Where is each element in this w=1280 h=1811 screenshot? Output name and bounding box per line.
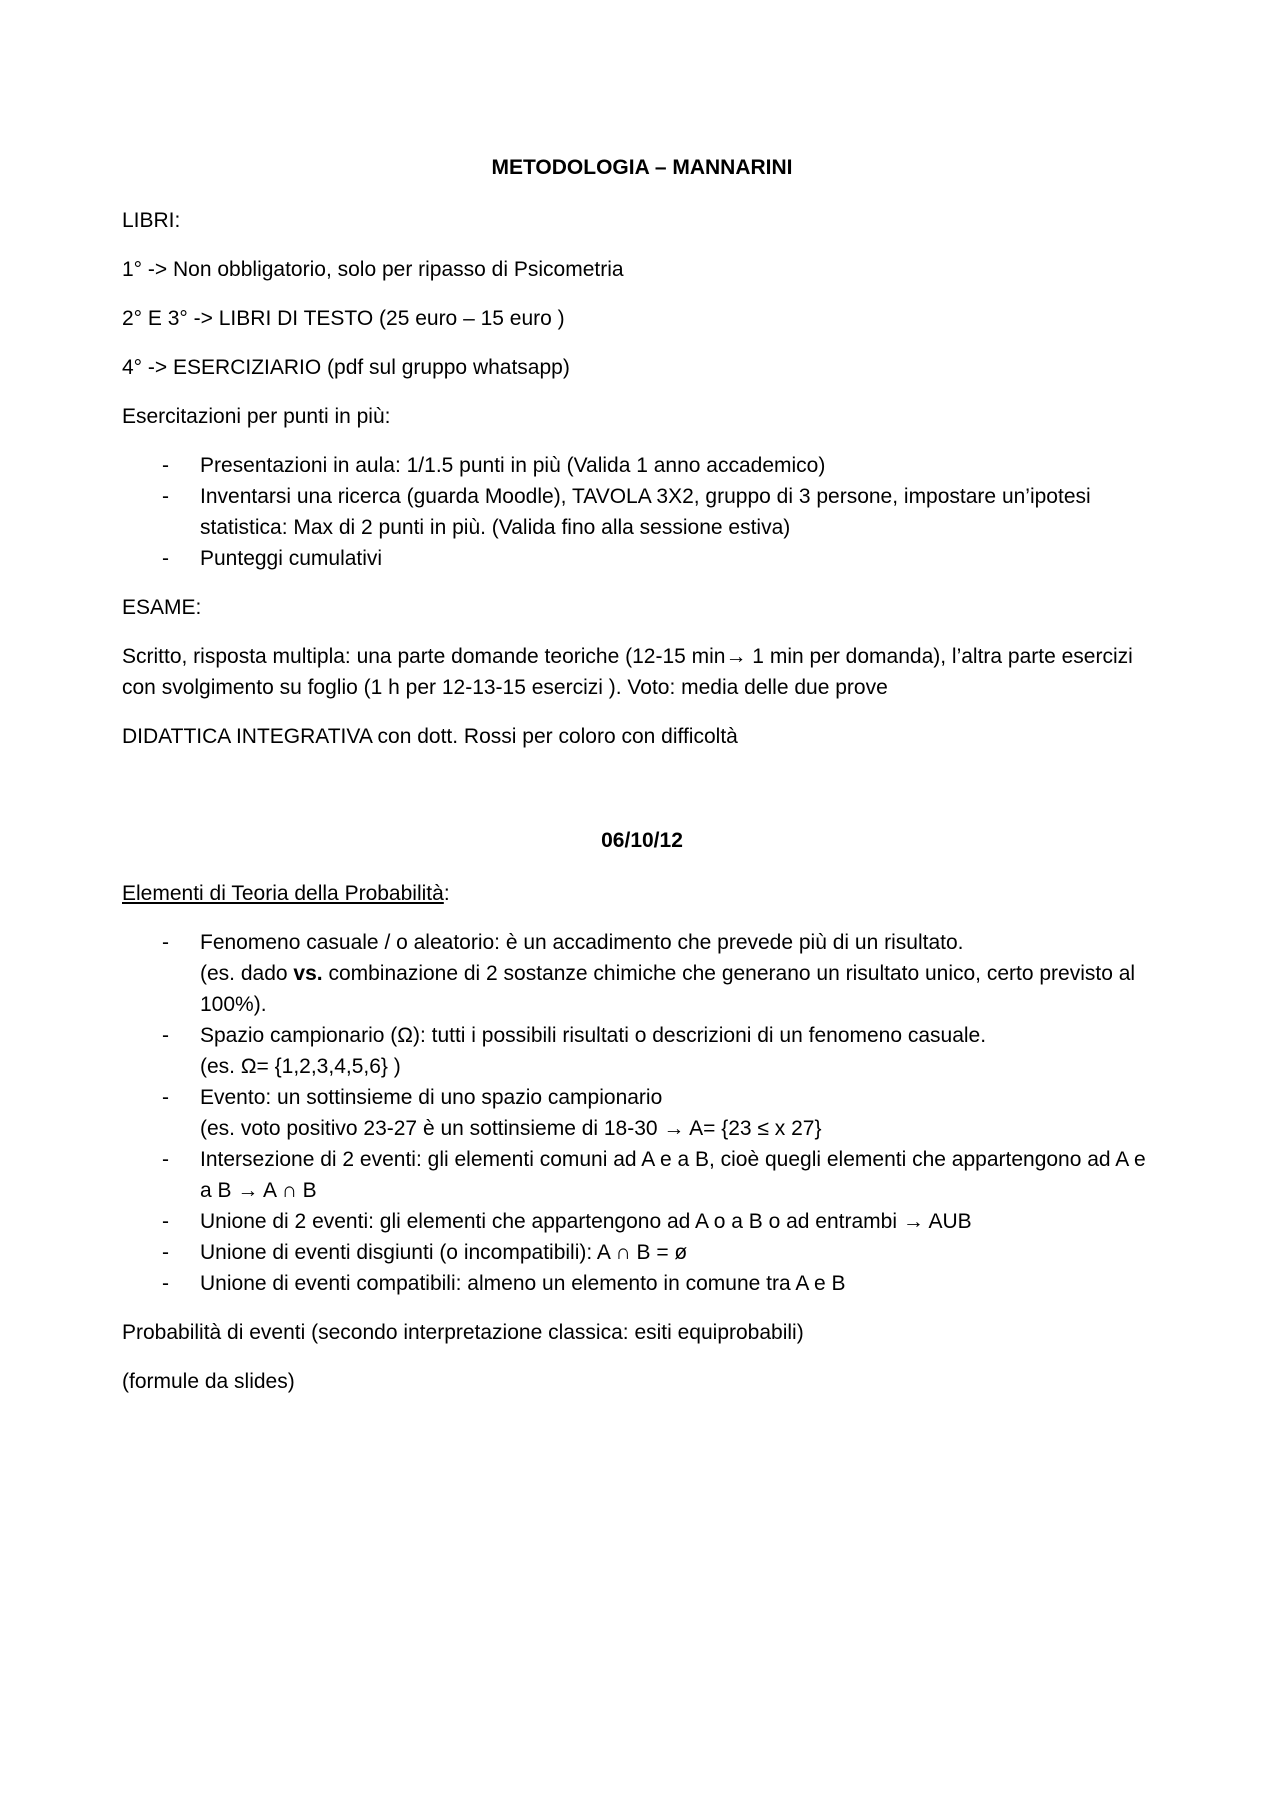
list-item-text: Punteggi cumulativi [200,547,383,570]
list-item [122,927,1162,1020]
list-item-text: Presentazioni in aula: 1/1.5 punti in più (Valida 1 anno accademico) [200,454,826,477]
esercitazioni-list [122,450,1162,574]
formule-text: (formule da slides) [122,1370,295,1393]
dash-bullet: - [162,1272,169,1295]
dash-bullet: - [162,1024,169,1047]
didattica-text: DIDATTICA INTEGRATIVA con dott. Rossi per coloro con difficoltà [122,725,738,748]
list-item [122,1237,1162,1268]
fenomeno-example [200,958,1162,1020]
libri-line-1: 1° -> Non obbligatorio, solo per ripasso di Psicometria [122,258,624,281]
dash-bullet: - [162,1148,169,1171]
list-item [122,1082,1162,1144]
list-item [122,450,1162,481]
document-page [122,152,1162,1415]
dash-bullet: - [162,547,169,570]
fenomeno-example-post: combinazione di 2 sostanze chimiche che generano un risultato unico, certo previsto al 100%). [200,962,1136,1016]
probabilita-text: Probabilità di eventi (secondo interpretazione classica: esiti equiprobabili) [122,1321,804,1344]
section-heading: Elementi di Teoria della Probabilità [122,882,444,905]
dash-bullet: - [162,1086,169,1109]
libri-line-2: 2° E 3° -> LIBRI DI TESTO (25 euro – 15 euro ) [122,307,565,330]
list-item [122,1206,1162,1237]
evento-example: (es. voto positivo 23-27 è un sottinsieme di 18-30 → A= {23 ≤ x 27} [200,1117,822,1140]
dash-bullet: - [162,1241,169,1264]
list-item-text: Inventarsi una ricerca (guarda Moodle), TAVOLA 3X2, gruppo di 3 persone, impostare un’ipotesi statistica: Max di 2 punti in più. (Valida fino alla sessione estiva) [200,485,1091,539]
spazio-example: (es. Ω= {1,2,3,4,5,6} ) [200,1055,401,1078]
fenomeno-example-pre: (es. dado [200,962,294,985]
disgiunti-definition: Unione di eventi disgiunti (o incompatibili): A ∩ B = ø [200,1241,688,1264]
evento-definition: Evento: un sottinsieme di uno spazio campionario [200,1086,663,1109]
section-spacer [122,770,1162,825]
list-item [122,1020,1162,1082]
dash-bullet: - [162,931,169,954]
list-item [122,1268,1162,1299]
fenomeno-example-vs: vs. [293,962,323,985]
dash-bullet: - [162,454,169,477]
fenomeno-definition: Fenomeno casuale / o aleatorio: è un accadimento che prevede più di un risultato. [200,931,964,954]
list-item [122,543,1162,574]
unione-definition: Unione di 2 eventi: gli elementi che appartengono ad A o a B o ad entrambi → AUB [200,1210,972,1233]
lesson-date: 06/10/12 [601,829,683,852]
dash-bullet: - [162,1210,169,1233]
esame-text: Scritto, risposta multipla: una parte domande teoriche (12-15 min→ 1 min per domanda), l’altra parte esercizi con svolgimento su foglio (1 h per 12-13-15 esercizi ). Voto: media delle due prove [122,645,1133,699]
list-item [122,1144,1162,1206]
libri-line-3: 4° -> ESERCIZIARIO (pdf sul gruppo whatsapp) [122,356,570,379]
dash-bullet: - [162,485,169,508]
intersezione-definition: Intersezione di 2 eventi: gli elementi comuni ad A e a B, cioè quegli elementi che appartengono ad A e a B → A ∩ B [200,1148,1146,1202]
libri-label: LIBRI: [122,209,181,232]
section-heading-line [122,878,1162,909]
spazio-definition: Spazio campionario (Ω): tutti i possibili risultati o descrizioni di un fenomeno casuale. [200,1024,987,1047]
probability-list [122,927,1162,1299]
document-title: METODOLOGIA – MANNARINI [491,156,793,179]
compatibili-definition: Unione di eventi compatibili: almeno un elemento in comune tra A e B [200,1272,846,1295]
list-item [122,481,1162,543]
esame-label: ESAME: [122,596,202,619]
esercitazioni-label: Esercitazioni per punti in più: [122,405,391,428]
section-heading-colon: : [443,882,450,905]
